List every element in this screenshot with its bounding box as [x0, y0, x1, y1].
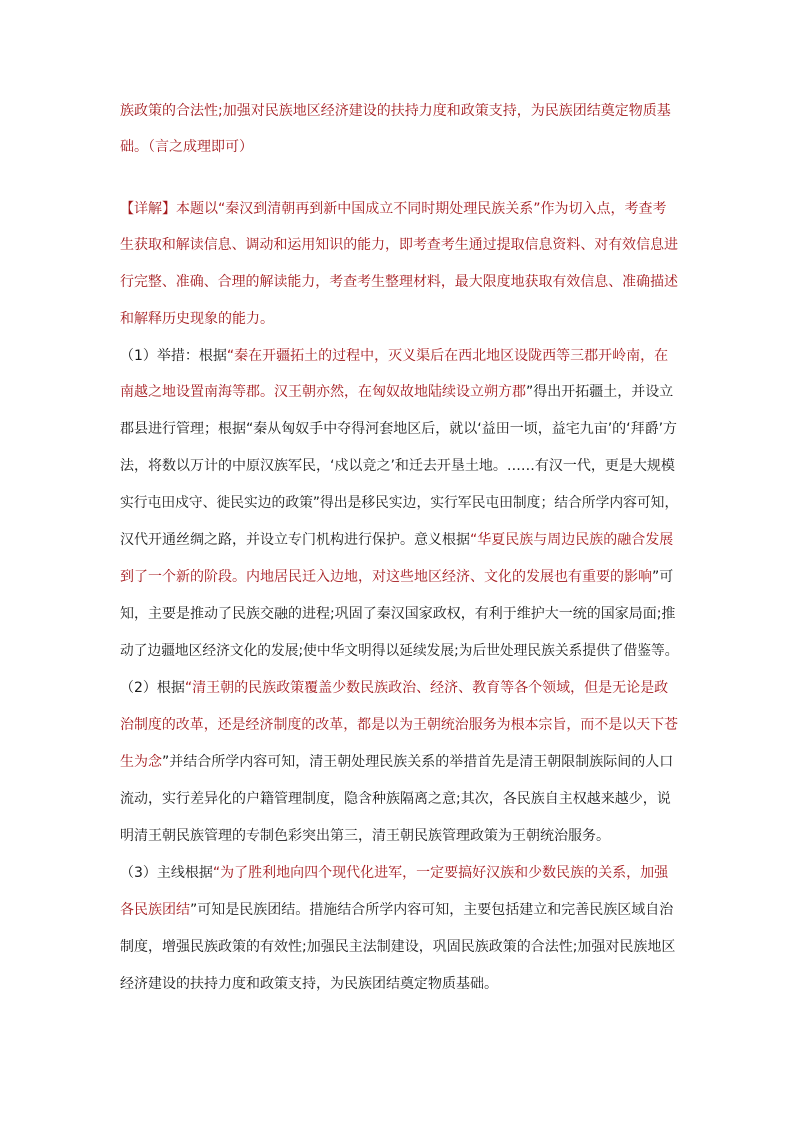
part1-line-4: 法，将数以万计的中原汉族军民，‘戍以竞之’和迁去开垦土地。……有汉一代，更是大规模 — [120, 458, 675, 474]
part1-line-5: 实行屯田戍守、徙民实边的政策”得出是移民实边，实行军民屯田制度；结合所学内容可知， — [120, 495, 679, 511]
intro-line-2: 础。（言之成理即可） — [120, 139, 253, 155]
part3-line-4: 经济建设的扶持力度和政策支持，为民族团结奠定物质基础。 — [120, 976, 498, 992]
part1-line-7 — [120, 567, 673, 587]
part3-quote: “为了胜利地向四个现代化进军，一定要搞好汉族和少数民族的关系，加强 — [212, 865, 669, 881]
part1-text: ”可 — [652, 569, 674, 585]
part1-text: 汉代开通丝绸之路，并设立专门机构进行保护。意义根据 — [120, 532, 470, 548]
detail-line-3: 行完整、准确、合理的解读能力，考查考生整理材料，最大限度地获取有效信息、准确描述 — [120, 274, 678, 290]
part1-quote: 到了一个新的阶段。内地居民迁入边地，对这些地区经济、文化的发展也有重要的影响 — [120, 569, 652, 585]
part3-line-3: 制度，增强民族政策的有效性;加强民主法制建设，巩固民族政策的合法性;加强对民族地区 — [120, 939, 676, 955]
detail-line-1 — [120, 199, 667, 219]
part1-heading: （1）举措：根据 — [120, 348, 227, 364]
part1-line-2 — [120, 382, 673, 402]
detail-quote: “秦汉到清朝再到新中国成立不同时期处理民族关系” — [218, 201, 541, 217]
part2-line-5: 明清王朝民族管理的专制色彩突出第三，清王朝民族管理政策为王朝统治服务。 — [120, 828, 610, 844]
part3-text: ”可知是民族团结。措施结合所学内容可知，主要包括建立和完善民族区域自治 — [190, 902, 674, 918]
part3-heading: （3）主线根据 — [120, 865, 213, 881]
detail-text: 作为切入点，考查考 — [540, 201, 667, 217]
part1-quote: “秦在开疆拓土的过程中，灭义渠后在西北地区设陇西等三郡开岭南，在 — [226, 348, 669, 364]
detail-text: 本题以 — [176, 201, 218, 217]
part2-line-1 — [120, 678, 668, 698]
part2-quote: 生为念 — [120, 754, 162, 770]
detail-line-2: 生获取和解读信息、调动和运用知识的能力，即考查考生通过提取信息资料、对有效信息进 — [120, 237, 678, 253]
part1-line-8: 知，主要是推动了民族交融的进程;巩固了秦汉国家政权，有利于维护大一统的国家局面;推 — [120, 606, 676, 622]
part2-line-4: 流动，实行差异化的户籍管理制度，隐含种族隔离之意;其次，各民族自主权越来越少，说 — [120, 791, 671, 807]
detail-label: 【详解】 — [120, 201, 176, 217]
part1-line-6 — [120, 530, 673, 550]
intro-line-1: 族政策的合法性;加强对民族地区经济建设的扶持力度和政策支持，为民族团结奠定物质基 — [120, 103, 671, 119]
part3-line-2 — [120, 900, 673, 920]
part3-quote: 各民族团结 — [120, 902, 190, 918]
part1-text: ”得出开拓疆土，并设立 — [526, 384, 674, 400]
detail-line-4: 和解释历史现象的能力。 — [120, 311, 274, 327]
part1-quote: 南越之地设置南海等郡。汉王朝亦然，在匈奴故地陆续设立朔方郡 — [120, 384, 526, 400]
part2-text: ”并结合所学内容可知，清王朝处理民族关系的举措首先是清王朝限制族际间的人口 — [162, 754, 674, 770]
part2-quote: “清王朝的民族政策覆盖少数民族政治、经济、教育等各个领域，但是无论是政 — [184, 680, 669, 696]
part1-line-9: 动了边疆地区经济文化的发展;使中华文明得以延续发展;为后世处理民族关系提供了借鉴等。 — [120, 643, 679, 659]
part1-quote: “华夏民族与周边民族的融合发展 — [470, 532, 674, 548]
part2-heading: （2）根据 — [120, 680, 185, 696]
part3-line-1 — [120, 863, 668, 883]
part2-line-2: 治制度的改革，还是经济制度的改革，都是以为王朝统治服务为根本宗旨，而不是以天下苍 — [120, 717, 678, 733]
part1-line-3: 郡县进行管理；根据“秦从匈奴手中夺得河套地区后，就以‘益田一顷，益宅九亩’的‘拜爵’方 — [120, 421, 678, 437]
part1-line-1 — [120, 346, 668, 366]
part2-line-3 — [120, 752, 673, 772]
